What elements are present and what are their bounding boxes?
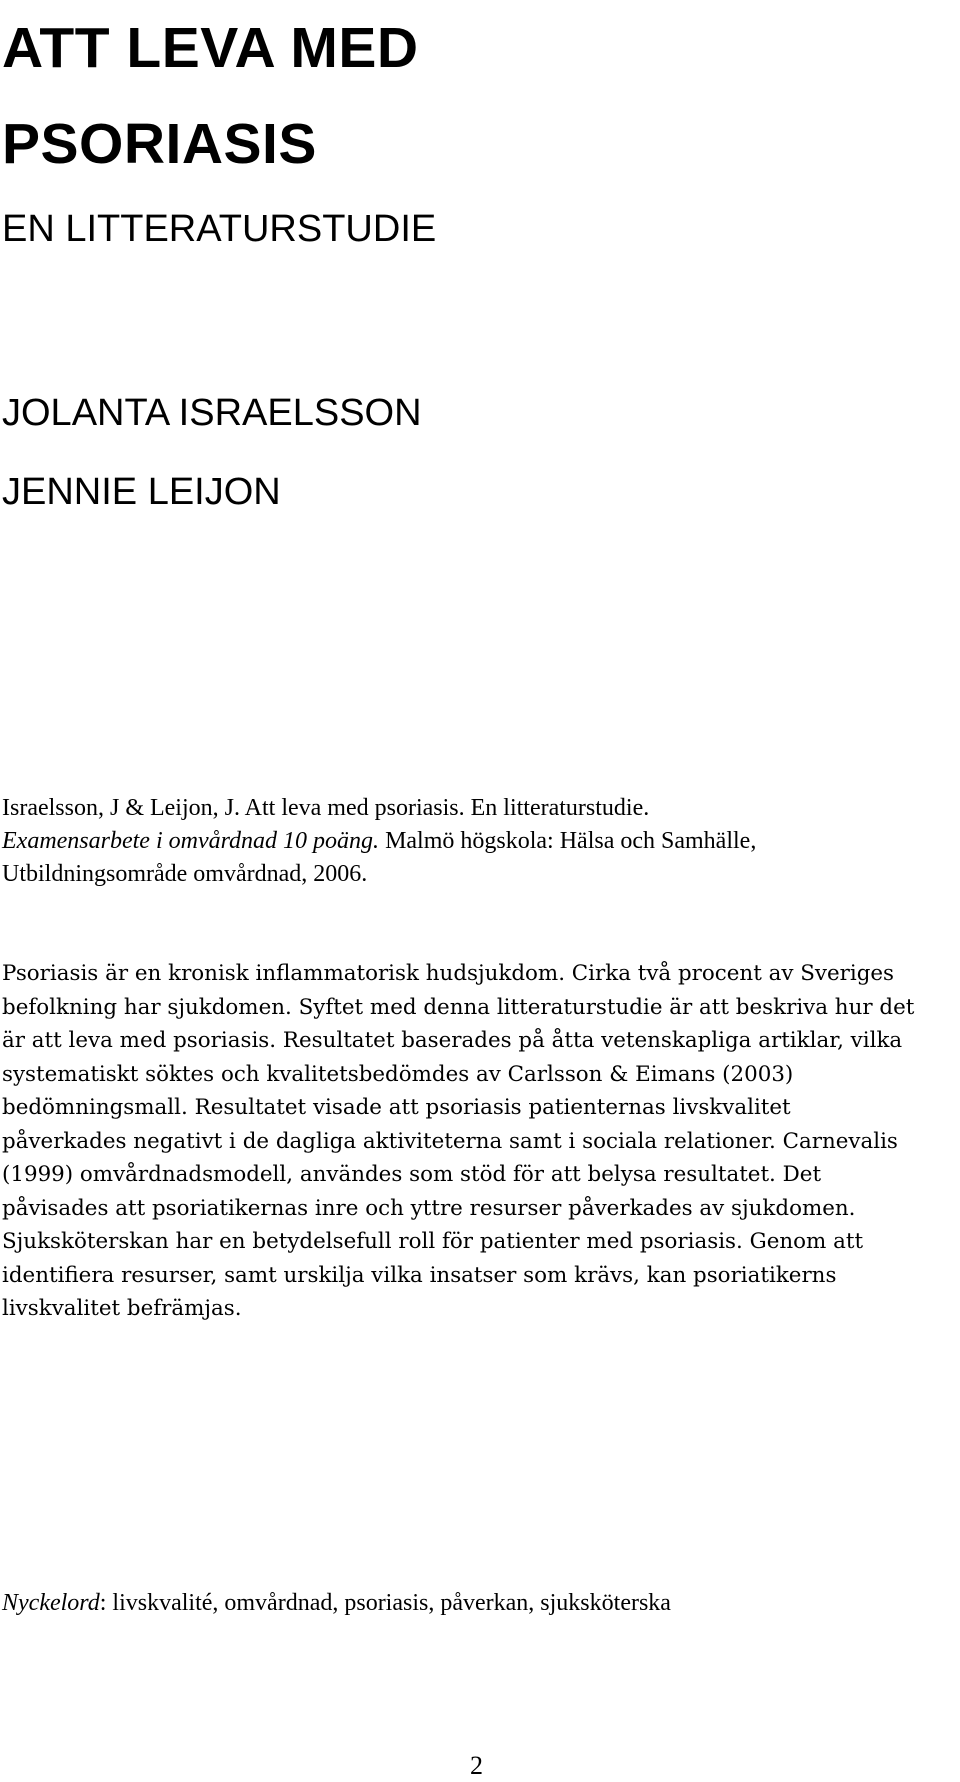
document-subtitle: EN LITTERATURSTUDIE: [2, 208, 437, 250]
abstract-line: Sjuksköterskan har en betydelsefull roll för patienter med psoriasis. Genom att: [2, 1229, 864, 1254]
citation: [2, 792, 952, 891]
keywords-list: : livskvalité, omvårdnad, psoriasis, påverkan, sjuksköterska: [99, 1590, 671, 1616]
title-line-2: PSORIASIS: [2, 112, 317, 176]
abstract: [2, 957, 954, 1326]
abstract-line: identifiera resurser, samt urskilja vilka insatser som krävs, kan psoriatikerns: [2, 1262, 837, 1288]
abstract-line: påvisades att psoriatikernas inre och yttre resurser påverkades av sjukdomen.: [2, 1195, 856, 1221]
keywords: [2, 1587, 671, 1620]
citation-publisher: Malmö högskola: Hälsa och Samhälle,: [379, 828, 757, 854]
abstract-line: livskvalitet befrämjas.: [2, 1296, 242, 1321]
abstract-line: påverkades negativt i de dagliga aktiviteterna samt i sociala relationer. Carnevalis: [2, 1128, 898, 1154]
abstract-line: systematiskt söktes och kvalitetsbedömdes av Carlsson & Eimans (2003): [2, 1061, 794, 1087]
abstract-line: bedömningsmall. Resultatet visade att psoriasis patienternas livskvalitet: [2, 1095, 791, 1120]
citation-publication-type: Examensarbete i omvårdnad 10 poäng.: [2, 828, 380, 854]
document-title: [2, 0, 419, 192]
page-number: 2: [470, 1751, 483, 1780]
author-name: JOLANTA ISRAELSSON: [2, 392, 422, 434]
citation-line: Israelsson, J & Leijon, J. Att leva med psoriasis. En litteraturstudie.: [2, 795, 650, 821]
abstract-line: befolkning har sjukdomen. Syftet med denna litteraturstudie är att beskriva hur det: [2, 994, 915, 1020]
abstract-line: Psoriasis är en kronisk inflammatorisk hudsjukdom. Cirka två procent av Sveriges: [2, 961, 895, 986]
title-line-1: ATT LEVA MED: [2, 16, 419, 80]
citation-line: [2, 825, 952, 858]
abstract-line: är att leva med psoriasis. Resultatet baserades på åtta vetenskapliga artiklar, vilka: [2, 1028, 903, 1053]
citation-line: Utbildningsområde omvårdnad, 2006.: [2, 861, 368, 887]
abstract-line: (1999) omvårdnadsmodell, användes som stöd för att belysa resultatet. Det: [2, 1162, 822, 1187]
keywords-label: Nyckelord: [2, 1590, 100, 1616]
author-name: JENNIE LEIJON: [2, 471, 281, 513]
